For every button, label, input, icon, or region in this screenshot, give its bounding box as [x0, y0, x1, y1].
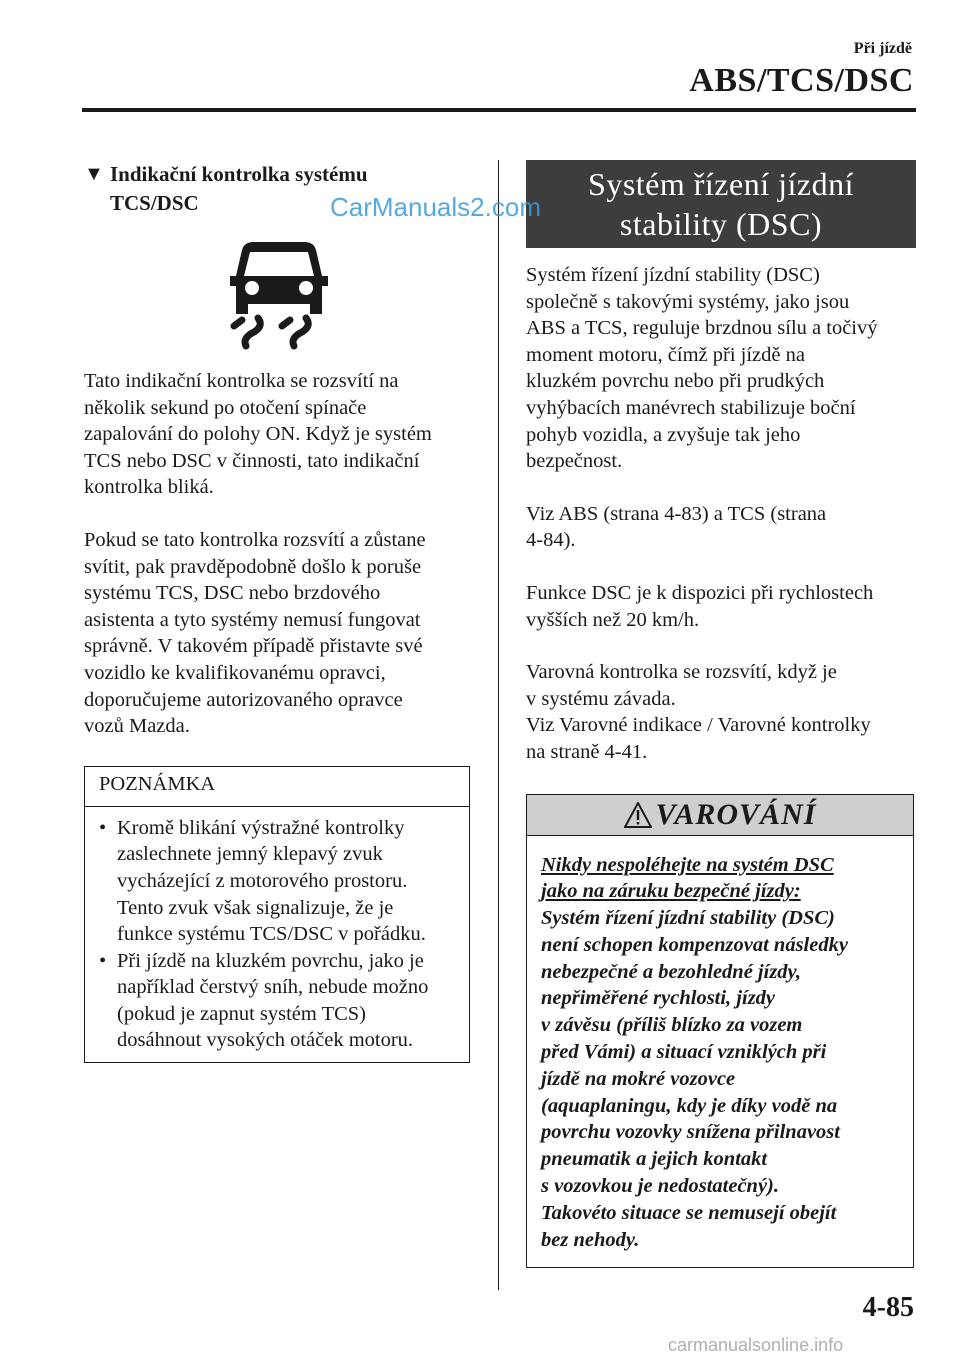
paragraph-malfunction — [84, 527, 474, 740]
text-line: před Vámi) a situací vzniklých při — [541, 1041, 827, 1064]
text-line: Nikdy nespoléhejte na systém DSC — [541, 853, 834, 876]
text-line: (pokud je zapnut systém TCS) — [117, 1002, 367, 1025]
text-line: systému TCS, DSC nebo brzdového — [84, 582, 381, 605]
text-line: Funkce DSC je k dispozici při rychlostech — [526, 581, 874, 604]
note-item — [99, 948, 459, 1054]
text-line: moment motoru, čímž při jízdě na — [526, 343, 805, 366]
text-line: pohyb vozidla, a zvyšuje tak jeho — [526, 423, 801, 446]
text-line: v systému závada. — [526, 687, 676, 710]
page-title: ABS/TCS/DSC — [689, 62, 914, 99]
text-line: zapalování do polohy ON. Když je systém — [84, 423, 432, 446]
tcs-dsc-skid-car-icon — [224, 242, 334, 352]
paragraph-indicator-lights — [84, 368, 474, 501]
paragraph-references — [526, 501, 916, 554]
text-line: svítit, pak pravděpodobně došlo k poruše — [84, 555, 422, 578]
text-line: Takovéto situace se nemusejí obejít — [541, 1201, 837, 1224]
text-line: pneumatik a jejich kontakt — [541, 1148, 768, 1171]
banner-line-1: Systém řízení jízdní — [588, 166, 854, 202]
text-line: jako na záruku bezpečné jízdy: — [541, 880, 801, 903]
text-line: Varovná kontrolka se rozsvítí, když je — [526, 661, 837, 684]
text-line: vozidlo ke kvalifikovanému opravci, — [84, 661, 386, 684]
text-line: kluzkém povrchu nebo při prudkých — [526, 370, 825, 393]
text-line: TCS nebo DSC v činnosti, tato indikační — [84, 449, 420, 472]
text-line: povrchu vozovky snížena přilnavost — [541, 1121, 840, 1144]
text-line: vyšších než 20 km/h. — [526, 608, 700, 631]
text-line: ABS a TCS, reguluje brzdnou sílu a točivý — [526, 317, 878, 340]
bullet-icon: • — [99, 816, 107, 839]
text-line: 4-84). — [526, 529, 576, 552]
text-line: Při jízdě na kluzkém povrchu, jako je — [117, 949, 424, 972]
text-line: nepřiměřené rychlosti, jízdy — [541, 987, 776, 1010]
warning-box — [526, 794, 914, 1269]
subheading-text — [110, 160, 368, 218]
text-line: není schopen kompenzovat následky — [541, 933, 848, 956]
text-line: funkce systému TCS/DSC v pořádku. — [117, 923, 426, 946]
text-line: zaslechnete jemný klepavý zvuk — [117, 843, 383, 866]
note-title: POZNÁMKA — [85, 767, 469, 807]
text-line: v závěsu (příliš blízko za vozem — [541, 1014, 803, 1037]
text-line: Kromě blikání výstražné kontrolky — [117, 816, 405, 839]
right-column — [526, 160, 916, 1268]
warning-title: VAROVÁNÍ — [655, 797, 817, 831]
watermark-carmanuals2: CarManuals2.com — [330, 192, 541, 222]
paragraph-warning-light — [526, 659, 916, 765]
section-name: Při jízdě — [853, 40, 912, 57]
text-line: s vozovkou je nedostatečný). — [541, 1175, 779, 1198]
note-list — [85, 807, 469, 1062]
text-line: doporučujeme autorizovaného opravce — [84, 688, 403, 711]
text-line: bezpečnost. — [526, 450, 623, 473]
page-number: 4-85 — [862, 1292, 914, 1323]
paragraph-speed — [526, 580, 916, 633]
note-box — [84, 766, 470, 1063]
text-line: Tento zvuk však signalizuje, že je — [117, 896, 394, 919]
text-line: vozů Mazda. — [84, 715, 190, 738]
warning-text — [541, 905, 899, 1253]
note-item-text — [117, 948, 428, 1054]
text-line: na straně 4-41. — [526, 740, 648, 763]
warning-header — [527, 795, 913, 836]
text-line: vycházející z motorového prostoru. — [117, 869, 408, 892]
header-rule — [82, 108, 916, 112]
note-item — [99, 815, 459, 948]
text-line: nebezpečné a bezohledné jízdy, — [541, 960, 802, 983]
warning-body — [527, 836, 913, 1268]
text-line: kontrolka bliká. — [84, 476, 214, 499]
text-line: (aquaplaningu, kdy je díky vodě na — [541, 1094, 838, 1117]
left-column — [84, 160, 474, 1063]
text-line: dosáhnout vysokých otáček motoru. — [117, 1029, 414, 1052]
text-line: jízdě na mokré vozovce — [541, 1067, 736, 1090]
text-line: bez nehody. — [541, 1228, 640, 1251]
text-line: několik sekund po otočení spínače — [84, 396, 367, 419]
warning-lead — [541, 852, 899, 906]
text-line: Pokud se tato kontrolka rozsvítí a zůstane — [84, 528, 426, 551]
watermark-carmanualsonline: carmanualsonline.info — [668, 1335, 844, 1355]
text-line: Tato indikační kontrolka se rozsvítí na — [84, 370, 399, 392]
text-line: Viz Varovné indikace / Varovné kontrolky — [526, 714, 871, 737]
text-line: Systém řízení jízdní stability (DSC) — [541, 907, 835, 930]
text-line: správně. V takovém případě přistavte své — [84, 635, 423, 658]
warning-triangle-icon — [624, 802, 652, 828]
triangle-marker-icon: ▼ — [84, 163, 104, 185]
text-line: asistenta a tyto systémy nemusí fungovat — [84, 608, 421, 631]
section-banner — [526, 160, 916, 248]
paragraph-dsc-description — [526, 262, 916, 475]
subheading-line-1: Indikační kontrolka systému — [110, 162, 368, 186]
text-line: Systém řízení jízdní stability (DSC) — [526, 264, 820, 286]
text-line: vyhýbacích manévrech stabilizuje boční — [526, 396, 856, 419]
banner-line-2: stability (DSC) — [619, 206, 823, 242]
subheading-line-2: TCS/DSC — [110, 191, 199, 215]
text-line: společně s takovými systémy, jako jsou — [526, 290, 850, 313]
note-item-text — [117, 815, 426, 948]
text-line: Viz ABS (strana 4-83) a TCS (strana — [526, 502, 827, 525]
column-divider — [498, 160, 499, 1290]
text-line: například čerstvý sníh, nebude možno — [117, 976, 429, 999]
bullet-icon: • — [99, 949, 107, 972]
